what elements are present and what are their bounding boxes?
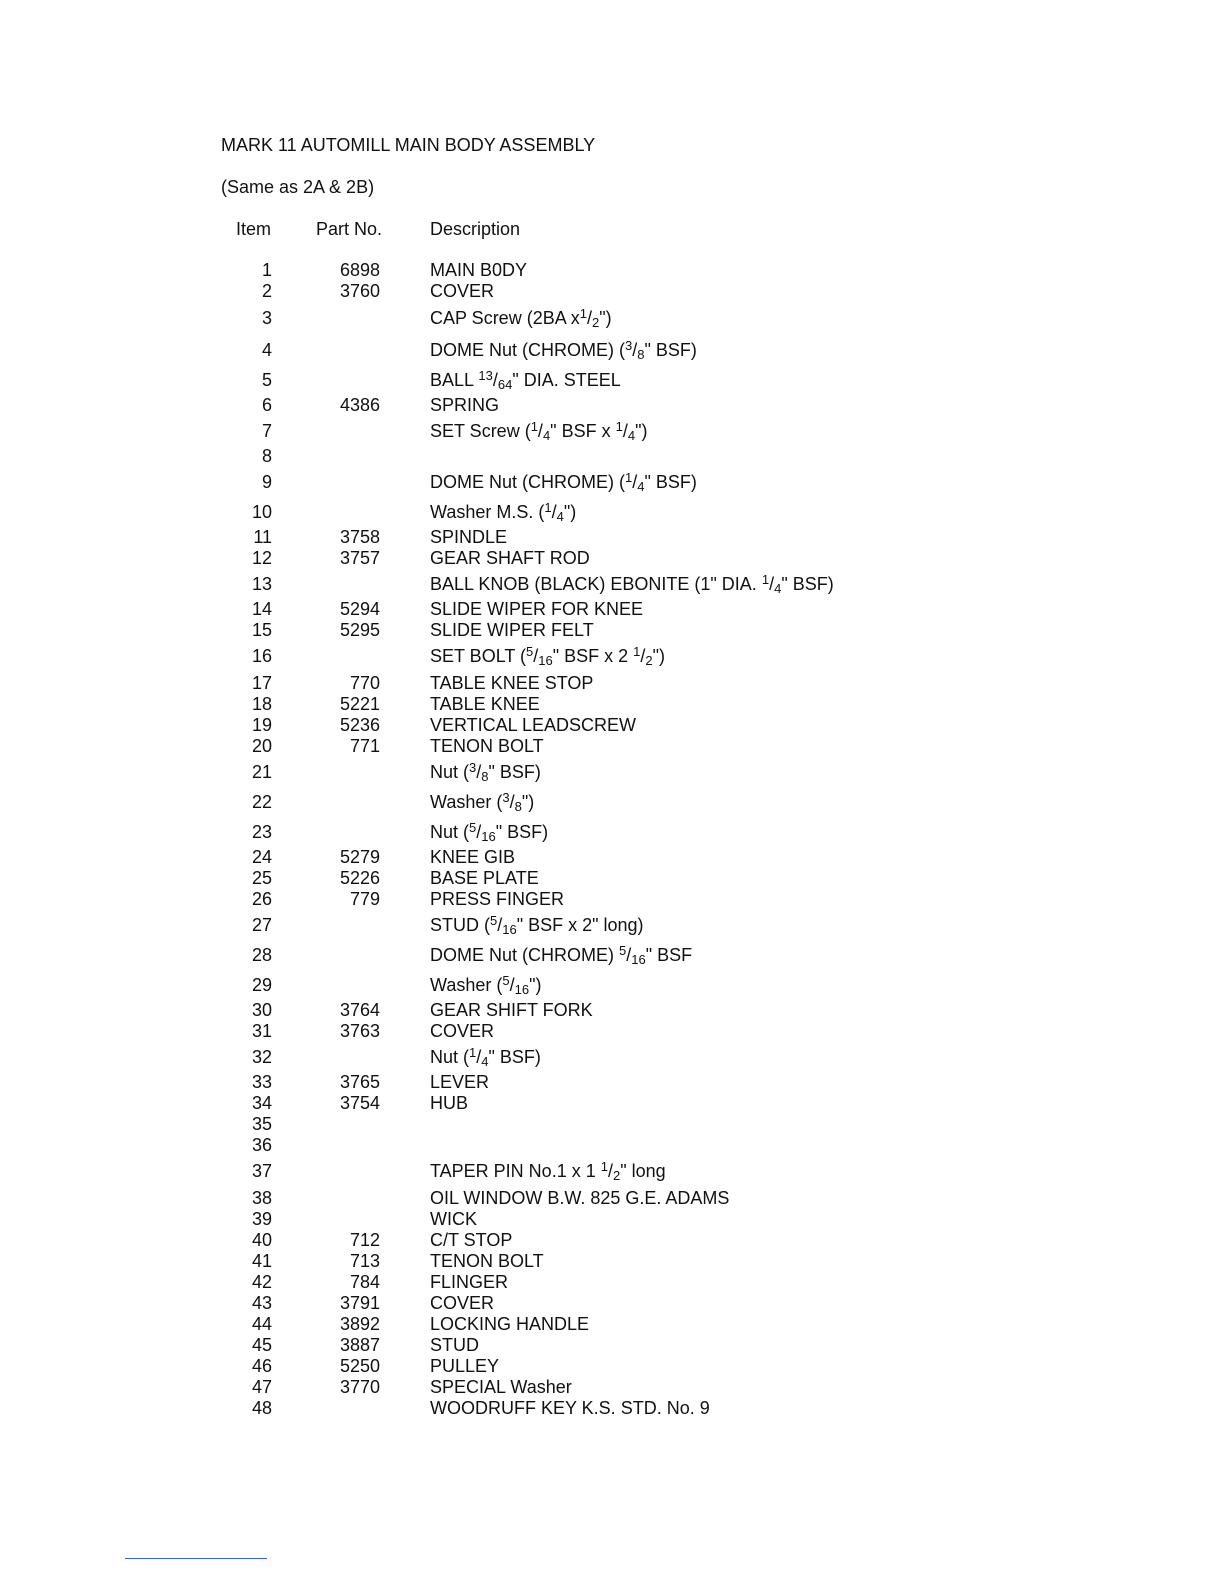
description-text: FLINGER (430, 1272, 509, 1292)
description-text: Nut ( (430, 762, 470, 782)
item-number: 38 (251, 1188, 272, 1208)
description-text: 4 (556, 509, 564, 524)
item-number: 44 (251, 1314, 272, 1334)
item-number: 8 (261, 446, 272, 466)
description-text: TENON BOLT (430, 1251, 544, 1271)
item-number: 10 (251, 502, 272, 522)
description-text: BALL KNOB (BLACK) EBONITE (1" DIA. (430, 574, 762, 594)
description-text: " BSF) (781, 574, 834, 594)
item-number: 11 (253, 527, 272, 547)
description-text: OIL WINDOW B.W. 825 G.E. ADAMS (430, 1188, 730, 1208)
description-text: " BSF) (488, 1047, 541, 1067)
table-row (0, 1133, 1224, 1157)
table-row (0, 820, 1224, 844)
description-text: / (632, 340, 638, 360)
table-row (0, 734, 1224, 758)
description-text: ") (599, 308, 612, 328)
description-text: 4 (627, 428, 636, 443)
description-text: ") (652, 646, 666, 666)
description-text: 1 (761, 572, 770, 587)
description-text: / (476, 822, 482, 842)
table-row (0, 760, 1224, 784)
part-number: 3754 (339, 1093, 380, 1113)
description-text: / (533, 646, 539, 666)
item-number: 35 (251, 1114, 272, 1134)
description-text: PULLEY (430, 1356, 500, 1376)
description-text: 1 (469, 1045, 477, 1060)
item-number: 37 (251, 1161, 272, 1181)
description-text: / (586, 308, 592, 328)
part-description (430, 973, 541, 997)
table-row (0, 470, 1224, 494)
table-row (0, 444, 1224, 468)
item-number: 3 (261, 308, 272, 328)
part-description (430, 644, 665, 668)
table-row (0, 1045, 1224, 1069)
description-text: SET BOLT ( (430, 646, 527, 666)
description-text: Washer ( (430, 975, 503, 995)
item-number: 20 (251, 736, 272, 756)
item-number: 17 (251, 673, 272, 693)
description-text: SPECIAL Washer (430, 1377, 572, 1397)
description-text: ") (635, 421, 648, 441)
description-text: / (537, 421, 543, 441)
part-number: 5295 (339, 620, 380, 640)
item-number: 36 (251, 1135, 272, 1155)
item-number: 48 (251, 1398, 272, 1418)
description-text: 1 (633, 644, 641, 659)
part-description (430, 368, 621, 392)
part-description (430, 338, 697, 362)
description-text: / (769, 574, 775, 594)
description-text: 1 (615, 419, 623, 434)
part-number: 3770 (339, 1377, 380, 1397)
part-number: 6898 (339, 260, 380, 280)
item-number: 4 (261, 340, 272, 360)
part-description (430, 1019, 494, 1043)
description-text: " long (620, 1161, 666, 1181)
description-text: COVER (430, 281, 495, 301)
item-number: 1 (261, 260, 272, 280)
description-text: 8 (514, 799, 522, 814)
description-text: TAPER PIN No.1 x 1 (430, 1161, 601, 1181)
description-text: DOME Nut (CHROME) ( (430, 340, 625, 360)
item-number: 13 (251, 574, 272, 594)
table-row (0, 279, 1224, 303)
item-number: 29 (251, 975, 272, 995)
table-row (0, 644, 1224, 668)
part-number: 3758 (339, 527, 380, 547)
table-row (0, 973, 1224, 997)
description-text: 5 (469, 820, 477, 835)
part-description (430, 572, 834, 596)
description-text: DOME Nut (CHROME) ( (430, 472, 625, 492)
description-text: / (509, 975, 515, 995)
part-description (430, 1159, 666, 1183)
description-text: 3 (469, 760, 477, 775)
description-text: " BSF) (495, 822, 549, 842)
item-number: 30 (251, 1000, 272, 1020)
table-row (0, 572, 1224, 596)
footnote-rule (125, 1558, 267, 1559)
item-number: 41 (251, 1251, 272, 1271)
description-text: / (476, 1047, 482, 1067)
part-number: 5226 (339, 868, 380, 888)
part-number: 3887 (339, 1335, 380, 1355)
item-number: 31 (251, 1021, 272, 1041)
part-description (430, 820, 548, 844)
description-text: / (640, 646, 646, 666)
part-number: 712 (349, 1230, 380, 1250)
description-text: " BSF) (644, 472, 697, 492)
description-text: 64 (497, 377, 513, 392)
item-number: 25 (251, 868, 272, 888)
description-text: SPRING (430, 395, 500, 415)
part-description (430, 734, 544, 758)
item-number: 16 (251, 646, 272, 666)
description-text: 1 (625, 470, 633, 485)
description-text: / (607, 1161, 613, 1181)
description-text: WICK (430, 1209, 477, 1229)
item-number: 14 (251, 599, 272, 619)
table-row (0, 913, 1224, 937)
part-number: 3791 (339, 1293, 380, 1313)
item-number: 21 (251, 762, 272, 782)
description-text: VERTICAL LEADSCREW (430, 715, 637, 735)
description-text: 16 (631, 952, 646, 967)
description-text: Nut ( (430, 1047, 470, 1067)
table-row (0, 1019, 1224, 1043)
item-number: 9 (261, 472, 272, 492)
description-text: TABLE KNEE (430, 694, 540, 714)
description-text: 1 (544, 500, 552, 515)
table-row (0, 887, 1224, 911)
part-number: 4386 (339, 395, 380, 415)
description-text: 5 (619, 943, 627, 958)
item-number: 18 (251, 694, 272, 714)
description-text: 4 (774, 581, 782, 596)
description-text: COVER (430, 1293, 495, 1313)
part-description (430, 943, 692, 967)
item-number: 47 (251, 1377, 272, 1397)
description-text: 8 (637, 347, 645, 362)
description-text: C/T STOP (430, 1230, 513, 1250)
item-number: 6 (261, 395, 272, 415)
part-number: 3760 (339, 281, 380, 301)
item-number: 39 (251, 1209, 272, 1229)
column-header-part-no: Part No. (316, 219, 383, 239)
item-number: 23 (251, 822, 272, 842)
description-text: HUB (430, 1093, 469, 1113)
description-text: " BSF x (550, 421, 616, 441)
table-row (0, 393, 1224, 417)
description-text: 13 (478, 368, 493, 383)
part-number: 5236 (339, 715, 380, 735)
column-header-description: Description (430, 219, 521, 239)
description-text: 2 (612, 1168, 621, 1183)
description-text: GEAR SHIFT FORK (430, 1000, 593, 1020)
part-number: 771 (349, 736, 380, 756)
description-text: PRESS FINGER (430, 889, 565, 909)
item-number: 19 (251, 715, 272, 735)
description-text: 16 (514, 982, 530, 997)
part-description (430, 279, 494, 303)
description-text: " BSF) (488, 762, 541, 782)
table-row (0, 943, 1224, 967)
description-text: BALL (430, 370, 479, 390)
description-text: SLIDE WIPER FELT (430, 620, 594, 640)
part-description (430, 546, 590, 570)
item-number: 7 (261, 421, 272, 441)
item-number: 26 (251, 889, 272, 909)
description-text: 8 (481, 769, 489, 784)
description-text: " BSF (645, 945, 693, 965)
description-text: / (632, 472, 638, 492)
description-text: 5 (490, 913, 498, 928)
description-text: 16 (481, 829, 496, 844)
description-text: STUD ( (430, 915, 490, 935)
description-text: KNEE GIB (430, 847, 516, 867)
part-description (430, 500, 576, 524)
description-text: 5 (526, 644, 534, 659)
column-header-item: Item (236, 219, 272, 239)
item-number: 24 (251, 847, 272, 867)
description-text: 1 (600, 1159, 608, 1174)
description-text: 3 (502, 790, 510, 805)
part-number: 770 (349, 673, 380, 693)
description-text: " BSF x 2 (552, 646, 634, 666)
description-text: 1 (579, 306, 587, 321)
description-text: DOME Nut (CHROME) (430, 945, 619, 965)
part-number: 5221 (339, 694, 380, 714)
part-number: 779 (349, 889, 380, 909)
table-row (0, 618, 1224, 642)
item-number: 33 (251, 1072, 272, 1092)
part-description (430, 470, 697, 494)
description-text: / (551, 502, 557, 522)
part-description (430, 1045, 541, 1069)
item-number: 34 (251, 1093, 272, 1113)
description-text: / (509, 792, 515, 812)
description-text: MAIN B0DY (430, 260, 528, 280)
item-number: 5 (261, 370, 272, 390)
description-text: WOODRUFF KEY K.S. STD. No. 9 (430, 1398, 710, 1418)
description-text: 16 (502, 922, 517, 937)
description-text: BASE PLATE (430, 868, 539, 888)
item-number: 42 (251, 1272, 272, 1292)
table-row (0, 1159, 1224, 1183)
table-row (0, 790, 1224, 814)
description-text: 3 (625, 338, 633, 353)
description-text: LEVER (430, 1072, 490, 1092)
item-number: 12 (251, 548, 272, 568)
table-row (0, 306, 1224, 330)
description-text: Washer ( (430, 792, 503, 812)
part-description (430, 419, 647, 443)
description-text: 5 (502, 973, 510, 988)
part-description (430, 887, 564, 911)
table-row (0, 546, 1224, 570)
description-text: SET Screw ( (430, 421, 531, 441)
description-text: SLIDE WIPER FOR KNEE (430, 599, 644, 619)
description-text: " DIA. STEEL (512, 370, 621, 390)
part-number: 3892 (339, 1314, 380, 1334)
part-description (430, 913, 644, 937)
table-row (0, 419, 1224, 443)
part-number: 5294 (339, 599, 380, 619)
part-description (430, 393, 499, 417)
part-number: 5279 (339, 847, 380, 867)
part-number: 3763 (339, 1021, 380, 1041)
table-row (0, 500, 1224, 524)
item-number: 27 (251, 915, 272, 935)
description-text: / (626, 945, 632, 965)
description-text: 16 (538, 653, 553, 668)
table-row (0, 368, 1224, 392)
description-text: SPINDLE (430, 527, 508, 547)
part-description (430, 1396, 710, 1420)
description-text: / (497, 915, 503, 935)
description-text: " BSF x 2" long) (516, 915, 644, 935)
description-text: Nut ( (430, 822, 470, 842)
item-number: 28 (251, 945, 272, 965)
part-description (430, 760, 541, 784)
part-number: 784 (349, 1272, 380, 1292)
document-title: MARK 11 AUTOMILL MAIN BODY ASSEMBLY (221, 135, 596, 155)
table-row (0, 1396, 1224, 1420)
description-text: COVER (430, 1021, 495, 1041)
description-text: 2 (591, 315, 600, 330)
description-text: 4 (481, 1054, 489, 1069)
description-text: / (622, 421, 628, 441)
description-text: CAP Screw (2BA x (430, 308, 580, 328)
item-number: 2 (261, 281, 272, 301)
part-description (430, 306, 612, 330)
item-number: 46 (251, 1356, 272, 1376)
part-number: 713 (349, 1251, 380, 1271)
document-subtitle: (Same as 2A & 2B) (221, 177, 375, 197)
item-number: 45 (251, 1335, 272, 1355)
item-number: 32 (251, 1047, 272, 1067)
description-text: LOCKING HANDLE (430, 1314, 590, 1334)
part-number: 3765 (339, 1072, 380, 1092)
description-text: ") (563, 502, 577, 522)
description-text: TABLE KNEE STOP (430, 673, 594, 693)
part-description (430, 618, 594, 642)
description-text: Washer M.S. ( (430, 502, 545, 522)
item-number: 15 (251, 620, 272, 640)
table-row (0, 338, 1224, 362)
item-number: 43 (251, 1293, 272, 1313)
description-text: 2 (645, 653, 653, 668)
description-text: / (476, 762, 482, 782)
description-text: ") (529, 975, 542, 995)
description-text: 1 (530, 419, 538, 434)
description-text: TENON BOLT (430, 736, 544, 756)
item-number: 40 (251, 1230, 272, 1250)
part-description (430, 790, 534, 814)
description-text: ") (521, 792, 535, 812)
description-text: STUD (430, 1335, 479, 1355)
part-number: 3764 (339, 1000, 380, 1020)
part-number: 3757 (339, 548, 380, 568)
item-number: 22 (251, 792, 272, 812)
description-text: 4 (637, 479, 645, 494)
description-text: " BSF) (644, 340, 697, 360)
part-number: 5250 (339, 1356, 380, 1376)
description-text: 4 (542, 428, 551, 443)
description-text: GEAR SHAFT ROD (430, 548, 590, 568)
description-text: / (492, 370, 498, 390)
